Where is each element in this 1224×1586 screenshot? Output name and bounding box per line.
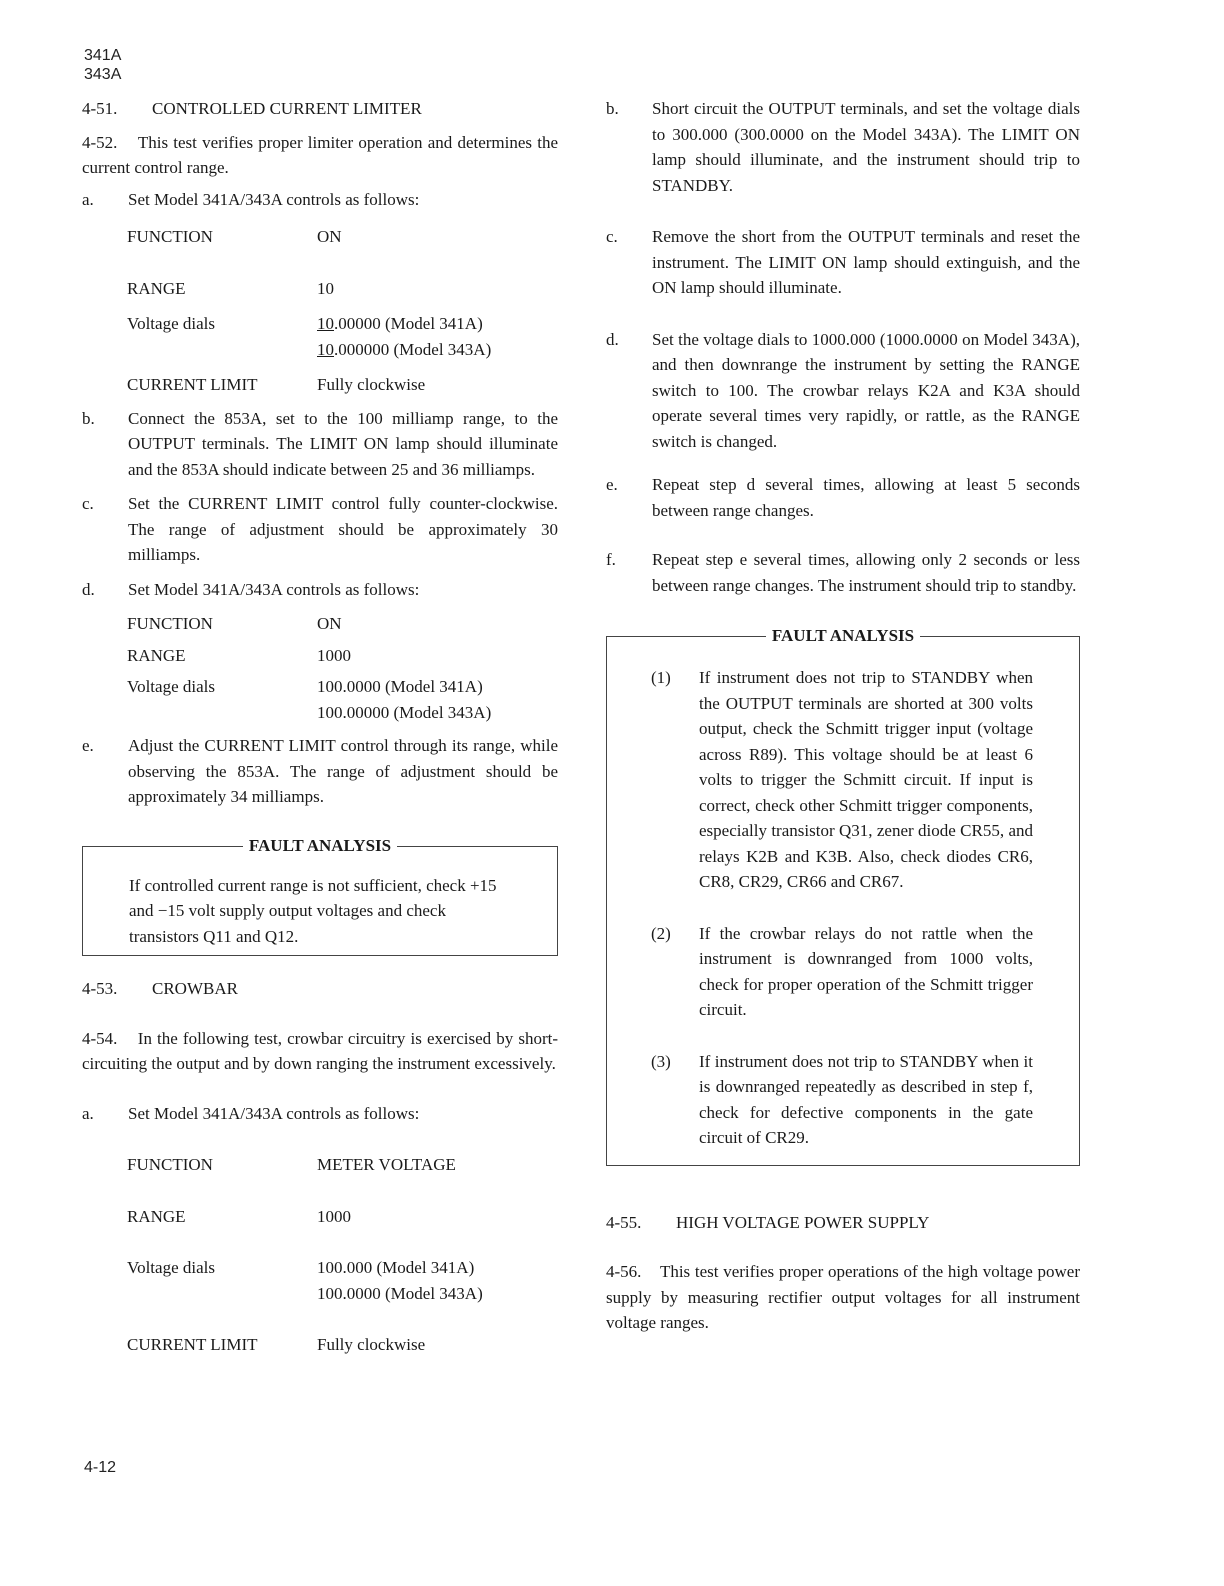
step-f-right: f. Repeat step e several times, allowing only 2 seconds or less between range changes. The instrument should trip to standby.	[606, 550, 1080, 595]
fault-analysis-text: If controlled current range is not sufficient, check +15 and −15 volt supply output voltages and check transistors Q11 and Q12.	[129, 875, 497, 946]
fault-analysis-box-right	[606, 626, 1080, 1166]
step-e: e. Adjust the CURRENT LIMIT control through its range, while observing the 853A. The range of adjustment should be approximately 34 milliamps.	[82, 736, 558, 806]
settings-table-crowbar	[127, 1152, 558, 1358]
step-e-right: e. Repeat step d several times, allowing at least 5 seconds between range changes.	[606, 475, 1080, 520]
setting-row: RANGE 10	[127, 278, 334, 298]
setting-row: FUNCTION METER VOLTAGE	[127, 1155, 456, 1174]
section-number: 4-51.	[82, 99, 118, 118]
step-d: d. Set Model 341A/343A controls as follows:	[82, 579, 420, 599]
setting-row: CURRENT LIMIT Fully clockwise	[127, 375, 426, 394]
right-column	[606, 96, 1080, 1342]
step-a	[82, 187, 558, 213]
model-number-2: 343A	[84, 66, 122, 83]
setting-row: FUNCTION ON	[127, 614, 342, 633]
left-column	[82, 96, 558, 1366]
fault-analysis-title: FAULT ANALYSIS	[766, 626, 920, 645]
step-c-right: c. Remove the short from the OUTPUT terminals and reset the instrument. The LIMIT ON lamp should extinguish, and the ON lamp should illuminate.	[606, 227, 1080, 297]
setting-row: CURRENT LIMIT Fully clockwise	[127, 1335, 426, 1354]
model-number-1: 341A	[84, 47, 122, 64]
paragraph-4-56: 4-56. This test verifies proper operations of the high voltage power supply by measuring rectifier output voltages for all instrument voltage ranges.	[606, 1262, 1080, 1332]
setting-row: Voltage dials 100.000 (Model 341A) 100.0000 (Model 343A)	[127, 1258, 483, 1303]
section-heading-4-55: 4-55. HIGH VOLTAGE POWER SUPPLY	[606, 1212, 930, 1232]
step-a2: a. Set Model 341A/343A controls as follows:	[82, 1103, 420, 1123]
fault-item: (1) If instrument does not trip to STANDBY when the OUTPUT terminals are shorted at 300 volts output, check the Schmitt trigger input (voltage across R89). This voltage should be at least 6 volts to trigger the Schmitt circuit. If input is correct, check other Schmitt trigger components, especially transistor Q31, zener diode CR55, and relays K2B and K3B. Also, check diodes CR6, CR8, CR29, CR66 and CR67.	[651, 668, 1033, 891]
page-number: 4-12	[84, 1459, 117, 1476]
paragraph-4-54: 4-54. In the following test, crowbar circuitry is exercised by short-circuiting the output and by down ranging the instrument excessively.	[82, 1028, 558, 1073]
step-b-right: b. Short circuit the OUTPUT terminals, and set the voltage dials to 300.000 (300.0000 on the Model 343A). The LIMIT ON lamp should illuminate, and the instrument should trip to STANDBY.	[606, 99, 1080, 195]
setting-row: FUNCTION ON	[127, 227, 342, 246]
settings-table-a	[127, 224, 558, 398]
section-title: CONTROLLED CURRENT LIMITER	[152, 99, 422, 118]
paragraph-4-52: 4-52. This test verifies proper limiter operation and determines the current control range.	[82, 132, 558, 177]
fault-analysis-box	[82, 835, 558, 957]
step-c: c. Set the CURRENT LIMIT control fully counter-clockwise. The range of adjustment should be approximately 30 milliamps.	[82, 494, 558, 564]
step-text: Set Model 341A/343A controls as follows:	[128, 189, 420, 209]
fault-item: (3) If instrument does not trip to STANDBY when it is downranged repeatedly as described in step f, check for defective components in the gate circuit of CR29.	[651, 1051, 1033, 1147]
section-heading-4-53: 4-53. CROWBAR	[82, 979, 238, 998]
step-letter: a.	[82, 189, 94, 209]
page-header	[84, 46, 121, 84]
setting-row: Voltage dials 100.0000 (Model 341A) 100.00000 (Model 343A)	[127, 677, 492, 722]
fault-analysis-title: FAULT ANALYSIS	[243, 836, 397, 855]
fault-item: (2) If the crowbar relays do not rattle when the instrument is downranged from 1000 volts, check for proper operation of the Schmitt trigger circuit.	[651, 923, 1033, 1019]
setting-row: RANGE 1000	[127, 1206, 351, 1226]
setting-row: Voltage dials 10.00000 (Model 341A) 10.000000 (Model 343A)	[127, 314, 492, 359]
setting-row: RANGE 1000	[127, 645, 351, 665]
settings-table-d	[127, 611, 558, 725]
step-d-right: d. Set the voltage dials to 1000.000 (1000.0000 on Model 343A), and then downrange the instrument by setting the RANGE switch to 100. The crowbar relays K2A and K3A should operate several times very rapidly, or rattle, as the RANGE switch is changed.	[606, 329, 1080, 451]
step-b: b. Connect the 853A, set to the 100 milliamp range, to the OUTPUT terminals. The LIMIT ON lamp should illuminate and the 853A should indicate between 25 and 36 milliamps.	[82, 408, 558, 479]
section-heading-4-51	[82, 96, 558, 122]
